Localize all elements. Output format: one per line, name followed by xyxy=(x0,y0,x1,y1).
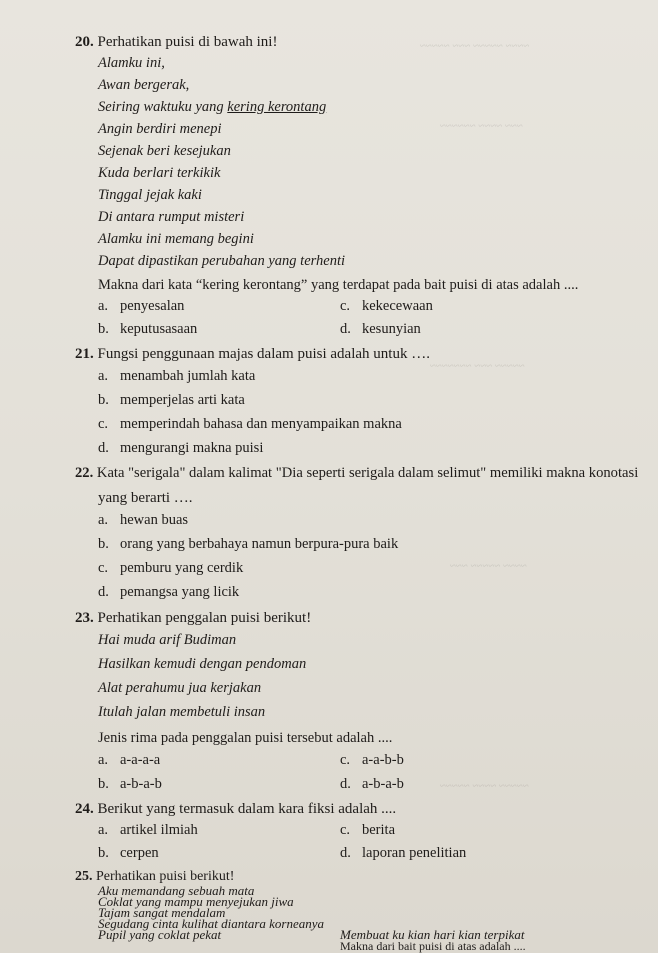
poem-line: Coklat yang mampu menyejukan jiwa xyxy=(98,894,294,909)
option-text: mengurangi makna puisi xyxy=(120,440,264,456)
option-b[interactable] xyxy=(98,536,398,553)
poem-line: Alamku ini memang begini xyxy=(98,231,254,247)
option-b[interactable] xyxy=(98,776,162,793)
option-c[interactable] xyxy=(340,298,433,315)
option-text: pemburu yang cerdik xyxy=(120,560,244,576)
option-letter: a. xyxy=(98,752,109,768)
option-text: a-b-a-b xyxy=(362,776,404,792)
question-number: 24. xyxy=(75,801,94,817)
option-a[interactable] xyxy=(98,368,255,385)
question-text: Makna dari bait puisi di atas adalah .... xyxy=(340,939,526,953)
option-letter: d. xyxy=(340,845,351,861)
underlined-phrase: kering kerontang xyxy=(227,99,327,115)
option-text: orang yang berbahaya namun berpura-pura baik xyxy=(120,536,399,552)
option-letter: b. xyxy=(98,321,109,337)
poem-line xyxy=(98,99,326,116)
option-text: penyesalan xyxy=(120,298,185,314)
option-letter: d. xyxy=(340,776,351,792)
question-prompt: Perhatikan puisi di bawah ini! xyxy=(97,34,278,50)
option-b[interactable] xyxy=(98,845,159,862)
question-number: 25. xyxy=(75,869,93,884)
poem-line: Hai muda arif Budiman xyxy=(98,632,237,648)
poem-line: Alat perahumu jua kerjakan xyxy=(98,680,262,696)
option-letter: b. xyxy=(98,776,109,792)
question-prompt: Perhatikan puisi berikut! xyxy=(96,869,235,884)
poem-line: Segudang cinta kulihat diantara korneanya xyxy=(98,916,325,931)
question-text: Jenis rima pada penggalan puisi tersebut adalah .... xyxy=(98,730,393,746)
option-text: berita xyxy=(362,822,396,838)
question-23 xyxy=(75,608,311,628)
option-text: a-b-a-b xyxy=(120,776,162,792)
option-text: kekecewaan xyxy=(362,298,433,314)
option-text: a-a-b-b xyxy=(362,752,404,768)
poem-line: Membuat ku kian hari kian terpikat xyxy=(340,927,525,942)
question-text: Makna dari kata “kering kerontang” yang terdapat pada bait puisi di atas adalah .... xyxy=(98,277,579,293)
question-24 xyxy=(75,799,396,819)
option-c[interactable] xyxy=(98,416,402,433)
option-letter: c. xyxy=(98,560,109,576)
option-d[interactable] xyxy=(340,321,421,338)
question-number: 22. xyxy=(75,465,94,481)
option-text: kesunyian xyxy=(362,321,421,337)
question-22 xyxy=(75,463,638,483)
poem-line: Awan bergerak, xyxy=(98,77,190,93)
option-letter: d. xyxy=(98,440,109,456)
option-b[interactable] xyxy=(98,392,245,409)
option-text: memperindah bahasa dan menyampaikan makna xyxy=(120,416,402,432)
option-letter: c. xyxy=(340,298,351,314)
bleed-through: ~~~~ ~~~~~ ~~~ xyxy=(450,560,527,572)
option-letter: a. xyxy=(98,368,109,384)
option-letter: b. xyxy=(98,392,109,408)
poem-line-text: Seiring waktuku yang xyxy=(98,99,228,115)
bleed-through: ~~~ ~~~~ ~~~~~~ xyxy=(440,120,523,132)
question-number: 21. xyxy=(75,346,94,362)
question-prompt: Fungsi penggunaan majas dalam puisi adalah untuk …. xyxy=(97,346,430,362)
poem-line: Sejenak beri kesejukan xyxy=(98,143,231,159)
option-text: laporan penelitian xyxy=(362,845,467,861)
option-letter: d. xyxy=(340,321,351,337)
option-text: hewan buas xyxy=(120,512,189,528)
option-a[interactable] xyxy=(98,298,184,315)
question-prompt: Berikut yang termasuk dalam kara fiksi adalah .... xyxy=(97,801,397,817)
poem-line: Pupil yang coklat pekat xyxy=(98,927,222,942)
poem-line: Itulah jalan membetuli insan xyxy=(98,704,266,720)
option-text: a-a-a-a xyxy=(120,752,161,768)
poem-line: Dapat dipastikan perubahan yang terhenti xyxy=(98,253,346,269)
question-20 xyxy=(75,32,277,52)
option-d[interactable] xyxy=(340,776,404,793)
poem-line: Angin berdiri menepi xyxy=(98,121,222,137)
option-text: keputusasaan xyxy=(120,321,198,337)
option-text: menambah jumlah kata xyxy=(120,368,256,384)
option-letter: a. xyxy=(98,822,109,838)
option-letter: a. xyxy=(98,298,109,314)
option-c[interactable] xyxy=(340,822,395,839)
option-letter: c. xyxy=(98,416,109,432)
poem-line: Aku memandang sebuah mata xyxy=(98,883,255,898)
bleed-through: ~~~~ ~~~~~ ~~~ ~~~~~ xyxy=(420,40,530,52)
option-c[interactable] xyxy=(98,560,243,577)
option-d[interactable] xyxy=(340,845,466,862)
option-a[interactable] xyxy=(98,752,160,769)
poem-line: Tajam sangat mendalam xyxy=(98,905,226,920)
option-letter: b. xyxy=(98,845,109,861)
poem-line: Hasilkan kemudi dengan pendoman xyxy=(98,656,307,672)
option-letter: c. xyxy=(340,752,351,768)
option-a[interactable] xyxy=(98,512,188,529)
bleed-through: ~~~~~ ~~~~ ~~~~~ xyxy=(440,780,529,792)
option-c[interactable] xyxy=(340,752,404,769)
option-text: artikel ilmiah xyxy=(120,822,198,838)
question-number: 20. xyxy=(75,34,94,50)
option-letter: c. xyxy=(340,822,351,838)
option-text: cerpen xyxy=(120,845,159,861)
question-number: 23. xyxy=(75,610,94,626)
option-text: pemangsa yang licik xyxy=(120,584,240,600)
poem-line: Tinggal jejak kaki xyxy=(98,187,202,203)
option-letter: b. xyxy=(98,536,109,552)
question-21 xyxy=(75,344,430,364)
option-b[interactable] xyxy=(98,321,197,338)
poem-line: Di antara rumput misteri xyxy=(98,209,245,225)
bleed-through: ~~~~~ ~~~ ~~~~~~~ xyxy=(430,360,525,372)
option-text: memperjelas arti kata xyxy=(120,392,245,408)
option-d[interactable] xyxy=(98,440,263,457)
question-prompt: Kata "serigala" dalam kalimat "Dia seperti serigala dalam selimut" memiliki makna konotasi xyxy=(96,465,639,481)
poem-line: Kuda berlari terkikik xyxy=(98,165,221,181)
option-a[interactable] xyxy=(98,822,198,839)
option-letter: d. xyxy=(98,584,109,600)
option-d[interactable] xyxy=(98,584,239,601)
question-prompt-continued: yang berarti …. xyxy=(98,490,193,506)
poem-line: Alamku ini, xyxy=(98,55,165,71)
option-letter: a. xyxy=(98,512,109,528)
question-prompt: Perhatikan penggalan puisi berikut! xyxy=(97,610,312,626)
